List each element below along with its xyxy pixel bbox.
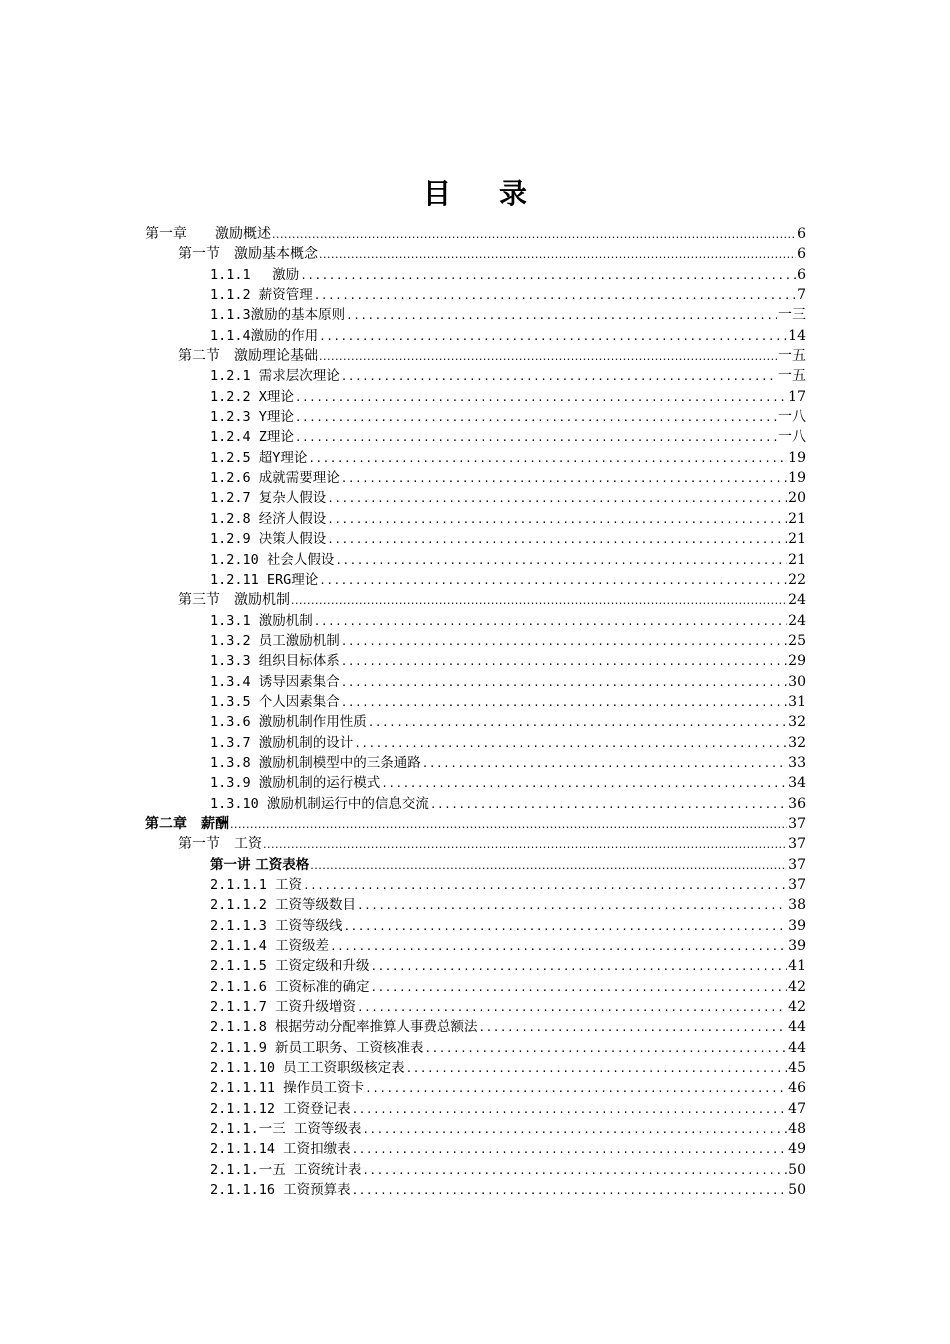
toc-entry-label: 1.1.3激励的基本原则	[210, 307, 346, 324]
toc-leader-dots	[303, 876, 787, 895]
toc-entry-label: 1.3.2 员工激励机制	[210, 632, 340, 649]
toc-leader-dots	[314, 612, 787, 631]
toc-entry-page: 41	[788, 958, 806, 975]
toc-entry[interactable]	[145, 224, 806, 244]
toc-entry[interactable]	[145, 997, 806, 1017]
toc-entry-label: 1.2.10 社会人假设	[210, 551, 335, 568]
toc-entry[interactable]	[145, 1058, 806, 1078]
toc-leader-dots	[314, 286, 796, 305]
toc-leader-dots	[341, 367, 777, 386]
toc-entry[interactable]	[145, 427, 806, 447]
toc-entry-label: 1.2.11 ERG理论	[210, 571, 319, 588]
toc-entry[interactable]	[145, 1139, 806, 1159]
toc-entry[interactable]	[145, 936, 806, 956]
toc-entry-label: 1.2.8 经济人假设	[210, 510, 327, 527]
toc-leader-dots	[422, 754, 787, 773]
toc-leader-dots	[352, 1181, 788, 1200]
toc-entry[interactable]	[145, 468, 806, 488]
toc-entry[interactable]	[145, 916, 806, 936]
table-of-contents	[145, 224, 806, 1201]
toc-entry[interactable]	[145, 895, 806, 915]
toc-leader-dots	[327, 489, 787, 508]
toc-leader-dots	[362, 1120, 787, 1139]
toc-leader-dots	[352, 1140, 788, 1159]
toc-entry-label: 1.2.3 Y理论	[210, 409, 294, 426]
toc-leader-dots	[430, 795, 787, 814]
toc-entry-page: 46	[788, 1080, 806, 1097]
toc-leader-dots	[341, 693, 787, 712]
toc-entry-label: 1.2.9 决策人假设	[210, 531, 327, 548]
title-char-2: 录	[499, 177, 528, 210]
toc-entry-page: 32	[788, 734, 806, 751]
toc-entry-label: 1.1.4激励的作用	[210, 327, 319, 344]
toc-leader-dots	[327, 530, 787, 549]
toc-entry[interactable]	[145, 977, 806, 997]
toc-entry[interactable]	[145, 448, 806, 468]
toc-leader-dots	[230, 815, 787, 834]
toc-leader-dots	[479, 1018, 788, 1037]
toc-leader-dots	[365, 1079, 787, 1098]
toc-entry-page: 14	[788, 327, 806, 344]
toc-entry-page: 25	[788, 632, 806, 649]
toc-entry-label: 2.1.1.11 操作员工资卡	[210, 1080, 365, 1097]
toc-entry[interactable]	[145, 285, 806, 305]
toc-entry-label: 第一节 工资	[178, 836, 262, 853]
toc-entry-label: 2.1.1.12 工资登记表	[210, 1100, 351, 1117]
toc-leader-dots	[341, 673, 787, 692]
toc-entry-label: 2.1.1.4 工资级差	[210, 938, 330, 955]
toc-entry[interactable]	[145, 956, 806, 976]
toc-entry-label: 1.2.2 X理论	[210, 388, 294, 405]
toc-entry[interactable]	[145, 611, 806, 631]
toc-leader-dots	[341, 652, 787, 671]
toc-leader-dots	[319, 571, 787, 590]
toc-entry-page: 一五	[778, 348, 806, 365]
toc-entry[interactable]	[145, 631, 806, 651]
toc-entry[interactable]	[145, 1119, 806, 1139]
toc-entry-label: 1.3.3 组织目标体系	[210, 653, 340, 670]
toc-leader-dots	[341, 632, 787, 651]
toc-entry[interactable]	[145, 773, 806, 793]
toc-entry-page: 50	[788, 1161, 806, 1178]
toc-entry-label: 2.1.1.14 工资扣缴表	[210, 1141, 351, 1158]
toc-entry-page: 36	[788, 795, 806, 812]
toc-entry-label: 2.1.1.10 员工工资职级核定表	[210, 1060, 405, 1077]
toc-leader-dots	[371, 978, 788, 997]
toc-entry-page: 39	[788, 917, 806, 934]
toc-entry-page: 37	[788, 836, 806, 853]
toc-entry-page: 50	[788, 1182, 806, 1199]
toc-entry[interactable]	[145, 529, 806, 549]
toc-entry[interactable]	[145, 753, 806, 773]
toc-leader-dots	[295, 428, 777, 447]
toc-entry-page: 一八	[778, 409, 806, 426]
toc-entry-label: 1.3.4 诱导因素集合	[210, 673, 340, 690]
toc-entry[interactable]	[145, 875, 806, 895]
toc-leader-dots	[346, 306, 777, 325]
toc-entry-label: 第二节 激励理论基础	[178, 348, 318, 365]
toc-entry-page: 44	[788, 1019, 806, 1036]
toc-leader-dots	[308, 449, 787, 468]
toc-entry[interactable]	[145, 387, 806, 407]
toc-entry-label: 1.2.6 成就需要理论	[210, 470, 340, 487]
toc-entry[interactable]	[145, 346, 806, 366]
toc-entry[interactable]	[145, 672, 806, 692]
toc-entry[interactable]	[145, 590, 806, 610]
toc-entry-label: 1.3.5 个人因素集合	[210, 693, 340, 710]
toc-leader-dots	[406, 1059, 788, 1078]
toc-entry-page: 32	[788, 714, 806, 731]
toc-entry[interactable]	[145, 1078, 806, 1098]
toc-entry-label: 1.3.1 激励机制	[210, 612, 313, 629]
toc-entry-label: 1.3.6 激励机制作用性质	[210, 714, 367, 731]
toc-entry-page: 37	[788, 877, 806, 893]
toc-entry-page: 47	[788, 1100, 806, 1117]
toc-entry-label: 第一讲 工资表格	[210, 856, 310, 873]
toc-entry-page: 一八	[778, 429, 806, 446]
toc-entry[interactable]	[145, 407, 806, 427]
toc-leader-dots	[291, 591, 787, 610]
toc-leader-dots	[319, 347, 777, 366]
toc-leader-dots	[371, 957, 788, 976]
toc-leader-dots	[263, 835, 787, 854]
toc-entry[interactable]	[145, 305, 806, 325]
toc-entry-page: 33	[788, 754, 806, 771]
toc-entry-label: 第一章 激励概述	[145, 226, 271, 242]
toc-entry[interactable]	[145, 834, 806, 854]
toc-leader-dots	[319, 245, 796, 264]
toc-entry-page: 34	[788, 775, 806, 792]
toc-entry-label: 1.2.5 超Y理论	[210, 449, 308, 466]
toc-entry-page: 6	[797, 226, 806, 242]
toc-entry-page: 37	[788, 815, 806, 832]
toc-leader-dots	[319, 327, 787, 346]
toc-entry-label: 2.1.1.16 工资预算表	[210, 1182, 351, 1199]
toc-entry-label: 2.1.1.一五 工资统计表	[210, 1161, 362, 1178]
toc-entry-page: 6	[797, 246, 806, 263]
toc-entry[interactable]	[145, 550, 806, 570]
toc-entry-page: 48	[788, 1121, 806, 1138]
toc-entry-label: 2.1.1.7 工资升级增资	[210, 999, 357, 1016]
toc-entry[interactable]	[145, 692, 806, 712]
toc-leader-dots	[295, 388, 787, 407]
toc-leader-dots	[330, 937, 787, 956]
toc-entry-page: 19	[788, 449, 806, 466]
toc-entry[interactable]	[145, 265, 806, 285]
toc-entry-label: 1.2.1 需求层次理论	[210, 368, 340, 385]
toc-entry-page: 38	[788, 897, 806, 914]
toc-entry-page: 29	[788, 653, 806, 670]
toc-entry-page: 37	[788, 856, 806, 873]
toc-entry[interactable]	[145, 570, 806, 590]
toc-entry[interactable]	[145, 326, 806, 346]
toc-leader-dots	[310, 856, 787, 875]
toc-entry-page: 一三	[778, 307, 806, 324]
toc-entry-page: 6	[797, 266, 806, 283]
toc-entry[interactable]	[145, 1160, 806, 1180]
toc-leader-dots	[357, 998, 787, 1017]
toc-entry-page: 20	[788, 490, 806, 507]
toc-leader-dots	[368, 713, 787, 732]
toc-entry-page: 49	[788, 1141, 806, 1158]
toc-entry-label: 1.3.10 激励机制运行中的信息交流	[210, 795, 429, 812]
toc-entry-label: 1.3.9 激励机制的运行模式	[210, 775, 381, 792]
toc-leader-dots	[344, 917, 788, 936]
toc-leader-dots	[341, 469, 787, 488]
toc-entry-page: 24	[788, 612, 806, 629]
toc-entry-label: 2.1.1.3 工资等级线	[210, 917, 343, 934]
toc-entry-label: 2.1.1.8 根据劳动分配率推算人事费总额法	[210, 1019, 478, 1036]
toc-entry-label: 2.1.1.9 新员工职务、工资核准表	[210, 1039, 424, 1056]
toc-entry[interactable]	[145, 488, 806, 508]
toc-entry[interactable]	[145, 1038, 806, 1058]
toc-entry-label: 2.1.1.2 工资等级数目	[210, 897, 357, 914]
toc-leader-dots	[352, 1100, 788, 1119]
toc-entry-page: 42	[788, 978, 806, 995]
toc-leader-dots	[381, 774, 787, 793]
toc-entry-label: 第三节 激励机制	[178, 592, 290, 609]
toc-entry[interactable]	[145, 733, 806, 753]
toc-leader-dots	[295, 408, 777, 427]
toc-entry-label: 第一节 激励基本概念	[178, 246, 318, 263]
toc-entry-label: 1.3.7 激励机制的设计	[210, 734, 354, 751]
toc-leader-dots	[300, 266, 796, 285]
toc-entry-page: 31	[788, 693, 806, 710]
title-char-1: 目	[422, 177, 451, 210]
toc-entry-page: 42	[788, 999, 806, 1016]
toc-entry-label: 1.3.8 激励机制模型中的三条通路	[210, 754, 421, 771]
toc-entry-page: 44	[788, 1039, 806, 1056]
toc-leader-dots	[335, 551, 787, 570]
toc-entry-label: 1.1.2 薪资管理	[210, 287, 313, 304]
toc-entry-label: 2.1.1.5 工资定级和升级	[210, 958, 370, 975]
toc-entry-page: 21	[788, 510, 806, 527]
toc-leader-dots	[354, 734, 787, 753]
toc-entry[interactable]	[145, 1099, 806, 1119]
toc-leader-dots	[327, 510, 787, 529]
toc-entry[interactable]	[145, 712, 806, 732]
toc-entry-page: 22	[788, 571, 806, 588]
toc-entry-page: 19	[788, 470, 806, 487]
toc-entry-page: 30	[788, 673, 806, 690]
toc-entry-label: 2.1.1.1 工资	[210, 877, 303, 893]
toc-leader-dots	[425, 1039, 788, 1058]
toc-entry[interactable]	[145, 651, 806, 671]
toc-entry-page: 45	[788, 1060, 806, 1077]
toc-entry-label: 2.1.1.6 工资标准的确定	[210, 978, 370, 995]
toc-entry[interactable]	[145, 794, 806, 814]
toc-entry-page: 21	[788, 551, 806, 568]
toc-leader-dots	[357, 896, 787, 915]
toc-entry-page: 21	[788, 531, 806, 548]
toc-entry[interactable]	[145, 855, 806, 875]
toc-entry-page: 24	[788, 592, 806, 609]
toc-entry-page: 7	[797, 287, 806, 304]
toc-entry[interactable]	[145, 509, 806, 529]
toc-entry-page: 39	[788, 938, 806, 955]
toc-entry-label: 1.2.4 Z理论	[210, 429, 294, 446]
toc-entry-label: 1.1.1 激励	[210, 266, 300, 283]
toc-entry[interactable]	[145, 244, 806, 264]
toc-entry-label: 第二章 薪酬	[145, 815, 229, 832]
toc-entry[interactable]	[145, 1017, 806, 1037]
toc-leader-dots	[272, 225, 796, 244]
toc-entry[interactable]	[145, 366, 806, 386]
toc-entry-label: 1.2.7 复杂人假设	[210, 490, 327, 507]
page-title	[0, 172, 950, 212]
toc-entry-page: 17	[788, 388, 806, 405]
toc-entry-page: 一五	[778, 368, 806, 385]
toc-entry[interactable]	[145, 814, 806, 834]
toc-entry[interactable]	[145, 1180, 806, 1200]
toc-leader-dots	[362, 1161, 787, 1180]
toc-entry-label: 2.1.1.一三 工资等级表	[210, 1121, 362, 1138]
